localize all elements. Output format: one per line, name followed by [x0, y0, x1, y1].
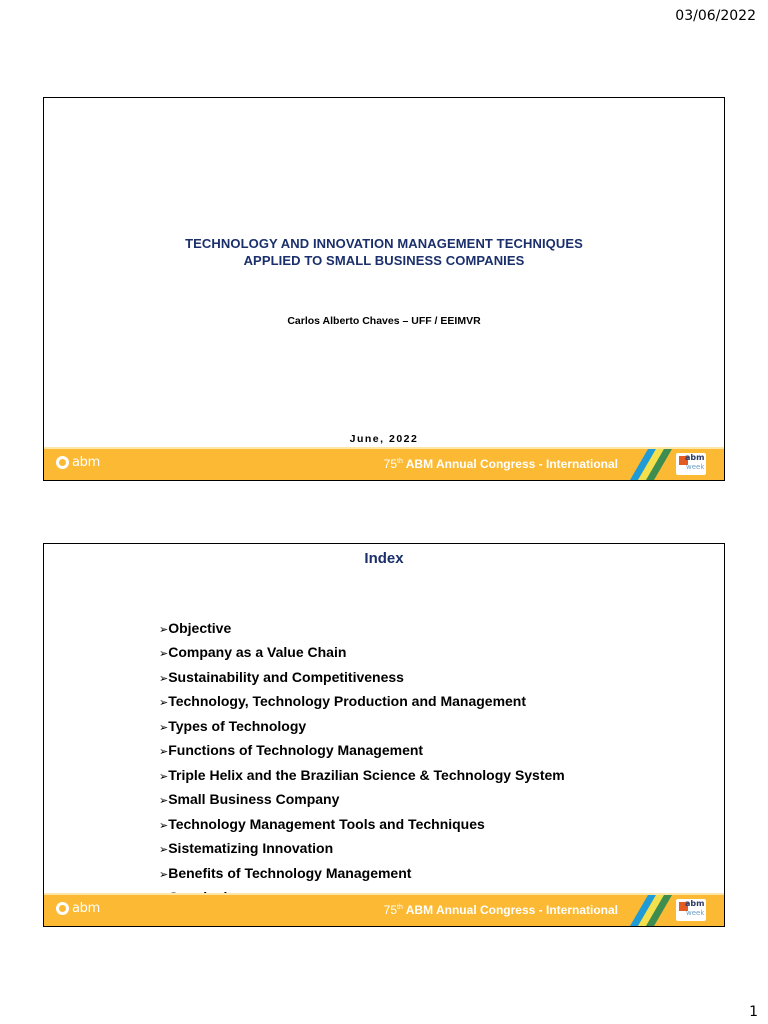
bullet-arrow-icon: ➢ [159, 843, 169, 857]
abm-logo-text: abm [72, 901, 100, 916]
congress-label [384, 457, 618, 471]
badge-top-text: abm [685, 899, 705, 908]
index-item: ➢Triple Helix and the Brazilian Science & Technology System [159, 766, 565, 783]
bullet-arrow-icon: ➢ [159, 818, 169, 832]
decorative-stripes-icon [616, 895, 672, 926]
bullet-arrow-icon: ➢ [159, 671, 169, 685]
badge-bottom-text: week [686, 909, 705, 917]
author-line: Carlos Alberto Chaves – UFF / EEIMVR [287, 315, 481, 327]
bullet-arrow-icon: ➢ [159, 696, 169, 710]
index-item: ➢Objective [159, 620, 232, 636]
decorative-stripes-icon [616, 449, 672, 480]
badge-top-text: abm [685, 453, 705, 462]
abm-week-badge-icon [676, 453, 706, 475]
slide-footer [44, 895, 724, 926]
congress-ordinal-suffix: th [397, 904, 403, 911]
index-item: ➢Functions of Technology Management [159, 742, 424, 759]
abm-logo-icon [56, 902, 69, 915]
index-item: ➢Company as a Value Chain [159, 644, 347, 661]
bullet-arrow-icon: ➢ [159, 794, 169, 808]
index-item: ➢Sustainability and Competitiveness [159, 668, 404, 685]
page-date: 03/06/2022 [675, 8, 756, 24]
abm-logo-icon [56, 456, 69, 469]
page-number: 1 [749, 1004, 758, 1020]
bullet-arrow-icon: ➢ [159, 769, 169, 783]
abm-logo [56, 455, 100, 470]
bullet-arrow-icon: ➢ [159, 647, 169, 661]
congress-ordinal: 75 [383, 903, 398, 917]
slide-index [43, 543, 725, 927]
bullet-arrow-icon: ➢ [159, 623, 169, 636]
congress-text: ABM Annual Congress - International [405, 457, 618, 471]
abm-logo [56, 901, 100, 916]
index-item: ➢Sistematizing Innovation [159, 840, 334, 857]
index-item: ➢Types of Technology [159, 717, 307, 734]
abm-logo-text: abm [72, 455, 100, 470]
index-item: ➢Benefits of Technology Management [159, 864, 412, 881]
title-line-2: APPLIED TO SMALL BUSINESS COMPANIES [243, 253, 525, 268]
congress-ordinal: 75 [383, 457, 398, 471]
index-list [159, 617, 565, 910]
slide-footer [44, 449, 724, 480]
bullet-arrow-icon: ➢ [159, 720, 169, 734]
index-item: ➢Technology, Technology Production and Management [159, 693, 527, 710]
title-line-1: TECHNOLOGY AND INNOVATION MANAGEMENT TECHNIQUES [185, 236, 583, 251]
bullet-arrow-icon: ➢ [159, 745, 169, 759]
congress-ordinal-suffix: th [397, 458, 403, 465]
slide-title-heading [44, 235, 724, 269]
badge-bottom-text: week [686, 463, 705, 471]
index-item: ➢Small Business Company [159, 791, 340, 808]
index-title: Index [364, 550, 404, 567]
presentation-date: June, 2022 [349, 433, 419, 445]
abm-week-badge-icon [676, 899, 706, 921]
congress-label [384, 903, 618, 917]
congress-text: ABM Annual Congress - International [405, 903, 618, 917]
bullet-arrow-icon: ➢ [159, 867, 169, 881]
slide-title [43, 97, 725, 481]
index-item: ➢Technology Management Tools and Techniques [159, 815, 485, 832]
